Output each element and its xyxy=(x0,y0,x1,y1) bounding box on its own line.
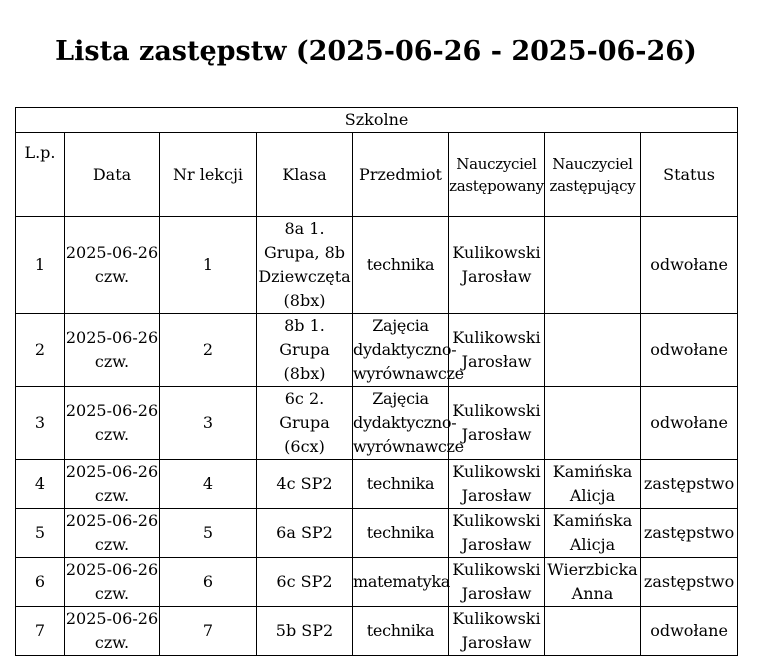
cell-date xyxy=(65,460,160,509)
cell-line: 2025-06-26 xyxy=(65,243,159,262)
cell-line: 8b 1. xyxy=(284,316,325,335)
cell-line: dydaktyczno- xyxy=(353,340,457,359)
cell-status: zastępstwo xyxy=(641,509,738,558)
cell-status: zastępstwo xyxy=(641,460,738,509)
header-line: zastępujący xyxy=(549,176,636,195)
cell-status: zastępstwo xyxy=(641,558,738,607)
cell-line: Dziewczęta xyxy=(258,267,351,286)
cell-line: czw. xyxy=(94,352,130,371)
cell-line: Jarosław xyxy=(461,584,532,603)
cell-line: wyrównawcze xyxy=(353,437,464,456)
cell-line: technika xyxy=(366,523,435,542)
cell-line: Jarosław xyxy=(461,486,532,505)
cell-line: (6cx) xyxy=(284,437,325,456)
cell-lesson-number: 6 xyxy=(160,558,257,607)
header-line: Nauczyciel xyxy=(456,154,537,173)
cell-line: technika xyxy=(366,474,435,493)
cell-line: 2025-06-26 xyxy=(65,609,159,628)
cell-line: Jarosław xyxy=(461,425,532,444)
cell-lp: 5 xyxy=(16,509,65,558)
cell-substitute-teacher xyxy=(545,314,641,387)
table-row xyxy=(16,460,738,509)
table-body xyxy=(16,217,738,656)
column-header-absent-teacher xyxy=(449,133,545,217)
substitutions-table xyxy=(15,107,738,656)
cell-absent-teacher xyxy=(449,509,545,558)
cell-line: Jarosław xyxy=(461,352,532,371)
cell-substitute-teacher xyxy=(545,460,641,509)
cell-line: Kulikowski xyxy=(452,328,541,347)
column-header-lp: L.p. xyxy=(16,133,65,217)
cell-line: Kamińska xyxy=(552,462,633,481)
cell-class xyxy=(257,460,353,509)
cell-substitute-teacher xyxy=(545,558,641,607)
cell-lp: 1 xyxy=(16,217,65,314)
table-row xyxy=(16,387,738,460)
cell-line: czw. xyxy=(94,267,130,286)
cell-class xyxy=(257,607,353,656)
cell-line: 2025-06-26 xyxy=(65,462,159,481)
cell-line: Alicja xyxy=(569,486,616,505)
cell-lp: 4 xyxy=(16,460,65,509)
cell-absent-teacher xyxy=(449,217,545,314)
cell-line: Kulikowski xyxy=(452,462,541,481)
cell-line: Alicja xyxy=(569,535,616,554)
cell-class xyxy=(257,558,353,607)
column-header-subject: Przedmiot xyxy=(353,133,449,217)
cell-status: odwołane xyxy=(641,314,738,387)
cell-line: Kulikowski xyxy=(452,511,541,530)
cell-line: Kamińska xyxy=(552,511,633,530)
column-header-substitute-teacher xyxy=(545,133,641,217)
cell-subject xyxy=(353,509,449,558)
cell-line: Grupa, 8b xyxy=(263,243,346,262)
cell-line: Anna xyxy=(571,584,614,603)
cell-status: odwołane xyxy=(641,217,738,314)
cell-subject xyxy=(353,460,449,509)
cell-line: czw. xyxy=(94,425,130,444)
cell-line: Jarosław xyxy=(461,267,532,286)
cell-line: 2025-06-26 xyxy=(65,511,159,530)
cell-line: Grupa xyxy=(279,340,330,359)
cell-lesson-number: 7 xyxy=(160,607,257,656)
cell-substitute-teacher xyxy=(545,217,641,314)
cell-line: matematyka xyxy=(353,572,451,591)
cell-subject xyxy=(353,217,449,314)
cell-line: wyrównawcze xyxy=(353,364,464,383)
cell-subject xyxy=(353,387,464,460)
cell-line: (8bx) xyxy=(283,364,326,383)
cell-line: 8a 1. xyxy=(284,219,325,238)
table-row xyxy=(16,314,738,387)
cell-line: czw. xyxy=(94,633,130,652)
column-header-date: Data xyxy=(65,133,160,217)
cell-date xyxy=(65,217,160,314)
table-row xyxy=(16,509,738,558)
column-header-class: Klasa xyxy=(257,133,353,217)
cell-line: czw. xyxy=(94,584,130,603)
table-row xyxy=(16,607,738,656)
header-line: zastępowany xyxy=(449,176,544,195)
cell-lp: 2 xyxy=(16,314,65,387)
cell-line: 2025-06-26 xyxy=(65,560,159,579)
column-header-status: Status xyxy=(641,133,738,217)
cell-line: 2025-06-26 xyxy=(65,401,159,420)
cell-absent-teacher xyxy=(449,460,545,509)
cell-line: Kulikowski xyxy=(452,243,541,262)
cell-subject xyxy=(353,314,464,387)
cell-lesson-number: 5 xyxy=(160,509,257,558)
cell-line: 6a SP2 xyxy=(276,523,333,542)
cell-line: Kulikowski xyxy=(452,560,541,579)
page-title: Lista zastępstw (2025-06-26 - 2025-06-26) xyxy=(55,36,697,67)
cell-line: 5b SP2 xyxy=(275,621,334,640)
cell-line: 2025-06-26 xyxy=(65,328,159,347)
cell-subject xyxy=(353,607,449,656)
cell-line: Kulikowski xyxy=(452,401,541,420)
cell-class xyxy=(257,217,353,314)
cell-lp: 7 xyxy=(16,607,65,656)
table-row xyxy=(16,217,738,314)
cell-subject xyxy=(353,558,449,607)
section-header: Szkolne xyxy=(16,108,738,133)
cell-class xyxy=(257,509,353,558)
cell-substitute-teacher xyxy=(545,509,641,558)
cell-lesson-number: 3 xyxy=(160,387,257,460)
cell-absent-teacher xyxy=(449,558,545,607)
cell-status: odwołane xyxy=(641,607,738,656)
cell-line: dydaktyczno- xyxy=(353,413,457,432)
cell-line: Jarosław xyxy=(461,535,532,554)
cell-line: 6c SP2 xyxy=(276,572,333,591)
cell-line: czw. xyxy=(94,486,130,505)
cell-line: Jarosław xyxy=(461,633,532,652)
cell-lp: 3 xyxy=(16,387,65,460)
cell-lesson-number: 4 xyxy=(160,460,257,509)
cell-lp: 6 xyxy=(16,558,65,607)
cell-line: Wierzbicka xyxy=(547,560,638,579)
cell-class xyxy=(257,314,353,387)
cell-lesson-number: 2 xyxy=(160,314,257,387)
cell-class xyxy=(257,387,353,460)
cell-line: Kulikowski xyxy=(452,609,541,628)
cell-absent-teacher xyxy=(449,607,545,656)
cell-line: technika xyxy=(366,255,435,274)
cell-line: 6c 2. xyxy=(284,389,325,408)
cell-line: 4c SP2 xyxy=(276,474,333,493)
cell-date xyxy=(65,314,160,387)
cell-date xyxy=(65,387,160,460)
cell-date xyxy=(65,509,160,558)
table-row xyxy=(16,558,738,607)
cell-substitute-teacher xyxy=(545,607,641,656)
cell-line: Zajęcia xyxy=(372,316,429,335)
cell-line: Zajęcia xyxy=(372,389,429,408)
cell-line: technika xyxy=(366,621,435,640)
cell-substitute-teacher xyxy=(545,387,641,460)
cell-line: Grupa xyxy=(279,413,330,432)
cell-lesson-number: 1 xyxy=(160,217,257,314)
cell-line: czw. xyxy=(94,535,130,554)
cell-status: odwołane xyxy=(641,387,738,460)
cell-line: (8bx) xyxy=(283,291,326,310)
header-line: Nauczyciel xyxy=(552,154,633,173)
column-header-lesson-number: Nr lekcji xyxy=(160,133,257,217)
cell-date xyxy=(65,607,160,656)
cell-date xyxy=(65,558,160,607)
